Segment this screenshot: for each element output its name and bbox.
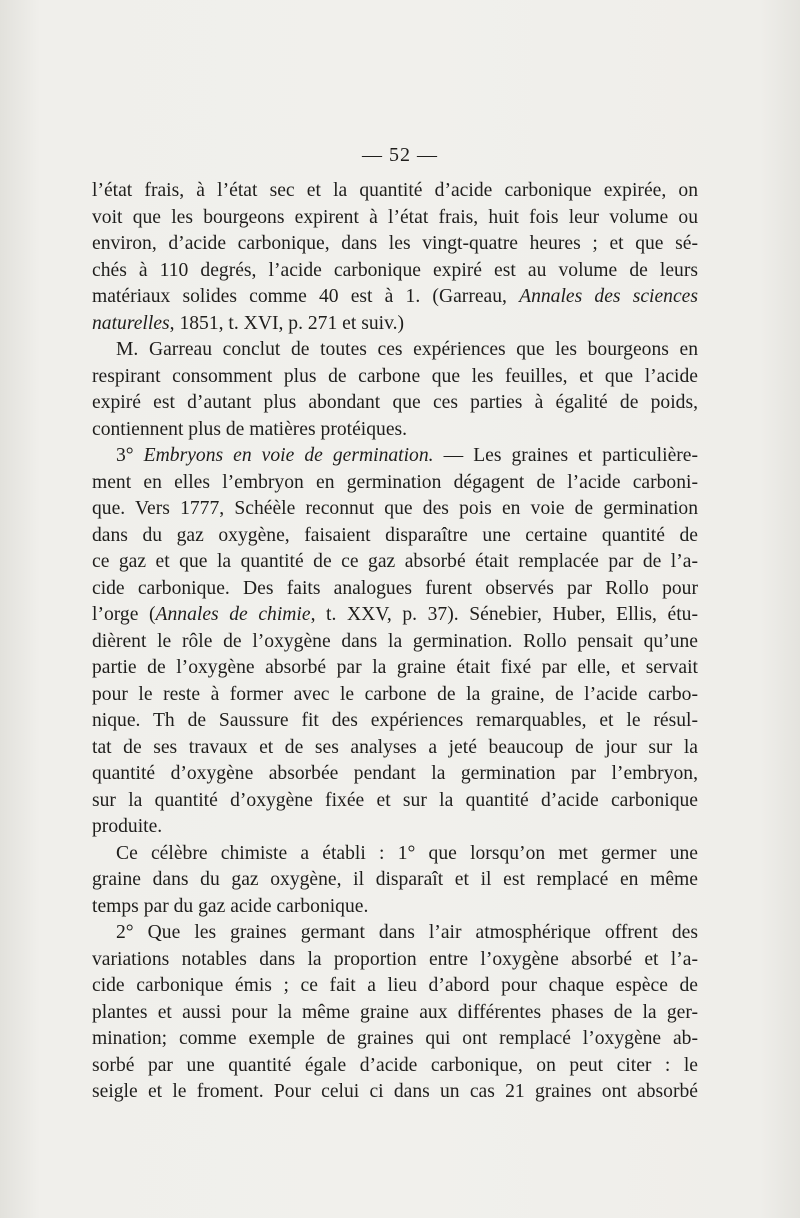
text-line [92, 814, 698, 841]
text-segment: Ce célèbre chimiste a établi : 1° que lorsqu’on met germer une [116, 842, 698, 864]
text-segment: dans du gaz oxygène, faisaient disparaître une certaine quantité de [92, 524, 698, 546]
text-segment: ce gaz et que la quantité de ce gaz absorbé était remplacée par de l’a- [92, 551, 698, 572]
text-line [92, 523, 698, 550]
text-segment: l’état frais, à l’état sec et la quantité d’acide carbonique expirée, on [92, 180, 698, 201]
text-line [92, 602, 698, 629]
text-line [92, 231, 698, 258]
text-segment: nique. Th de Saussure fit des expériences remarquables, et le résul- [92, 710, 698, 731]
text-segment: , t. XXV, p. 37). Sénebier, Huber, Ellis, étu- [310, 604, 698, 625]
text-line [92, 549, 698, 576]
body-text [92, 178, 698, 1106]
text-line [92, 761, 698, 788]
text-segment: pour le reste à former avec le carbone de la graine, de l’acide carbo- [92, 683, 698, 705]
text-segment: ment en elles l’embryon en germination dégagent de l’acide carboni- [92, 471, 698, 493]
text-line [92, 947, 698, 974]
text-line [92, 311, 698, 338]
text-segment: dièrent le rôle de l’oxygène dans la germination. Rollo pensait qu’une [92, 630, 698, 652]
text-line [92, 417, 698, 444]
text-segment: , 1851, t. XVI, p. 271 et suiv.) [169, 312, 405, 334]
text-segment: M. Garreau conclut de toutes ces expériences que les bourgeons en [116, 339, 698, 360]
text-line [92, 841, 698, 868]
text-segment: que. Vers 1777, Schéèle reconnut que des pois en voie de germination [92, 498, 698, 519]
text-line [92, 788, 698, 815]
text-segment: quantité d’oxygène absorbée pendant la germination par l’embryon, [92, 763, 698, 784]
text-segment: graine dans du gaz oxygène, il disparaît et il est remplacé en même [92, 869, 698, 890]
italic-text: naturelles [92, 312, 170, 334]
text-segment: matériaux solides comme 40 est à 1. (Garreau, [92, 286, 520, 307]
text-line [92, 364, 698, 391]
page-number: — 52 — [362, 144, 438, 166]
text-segment: 3° [116, 445, 144, 466]
text-line [92, 390, 698, 417]
text-line [92, 708, 698, 735]
text-line [92, 443, 698, 470]
text-line [92, 178, 698, 205]
text-segment: respirant consomment plus de carbone que les feuilles, et que l’acide [92, 365, 698, 387]
text-segment: mination; comme exemple de graines qui ont remplacé l’oxygène ab- [92, 1028, 698, 1049]
italic-text: Annales des sciences [519, 286, 698, 307]
text-segment: partie de l’oxygène absorbé par la graine était fixé par elle, et servait [92, 657, 698, 678]
text-line [92, 920, 698, 947]
text-line [92, 629, 698, 656]
text-segment: 2° Que les graines germant dans l’air atmosphérique offrent des [116, 922, 698, 943]
text-segment: seigle et le froment. Pour celui ci dans un cas 21 graines ont absorbé [92, 1081, 698, 1102]
text-segment: sorbé par une quantité égale d’acide carbonique, on peut citer : le [92, 1054, 698, 1076]
text-segment: voit que les bourgeons expirent à l’état frais, huit fois leur volume ou [92, 206, 698, 228]
text-segment: tat de ses travaux et de ses analyses a jeté beaucoup de jour sur la [92, 736, 698, 758]
text-line [92, 470, 698, 497]
text-segment: contiennent plus de matières protéiques. [92, 418, 408, 440]
text-line [92, 735, 698, 762]
text-segment: — Les graines et particulière- [433, 445, 698, 466]
italic-text: Embryons en voie de germination. [143, 445, 434, 466]
text-line [92, 973, 698, 1000]
text-line [92, 655, 698, 682]
text-line [92, 496, 698, 523]
text-segment: expiré est d’autant plus abondant que ces parties à égalité de poids, [92, 392, 698, 413]
text-segment: l’orge ( [92, 604, 156, 625]
italic-text: Annales de chimie [155, 604, 311, 625]
text-segment: produite. [92, 816, 163, 837]
text-segment: sur la quantité d’oxygène fixée et sur la quantité d’acide carbonique [92, 789, 698, 811]
text-line [92, 1079, 698, 1106]
text-line [92, 1026, 698, 1053]
text-line [92, 1000, 698, 1027]
text-line [92, 284, 698, 311]
text-segment: cide carbonique émis ; ce fait a lieu d’abord pour chaque espèce de [92, 975, 698, 996]
text-line [92, 337, 698, 364]
text-line [92, 205, 698, 232]
text-segment: variations notables dans la proportion entre l’oxygène absorbé et l’a- [92, 948, 698, 970]
text-line [92, 867, 698, 894]
text-segment: chés à 110 degrés, l’acide carbonique expiré est au volume de leurs [92, 259, 698, 281]
text-segment: cide carbonique. Des faits analogues furent observés par Rollo pour [92, 577, 698, 599]
text-line [92, 1053, 698, 1080]
text-segment: plantes et aussi pour la même graine aux différentes phases de la ger- [92, 1001, 698, 1023]
text-line [92, 894, 698, 921]
text-line [92, 576, 698, 603]
text-line [92, 682, 698, 709]
text-line [92, 258, 698, 285]
text-segment: environ, d’acide carbonique, dans les vingt-quatre heures ; et que sé- [92, 233, 698, 254]
text-segment: temps par du gaz acide carbonique. [92, 895, 369, 917]
